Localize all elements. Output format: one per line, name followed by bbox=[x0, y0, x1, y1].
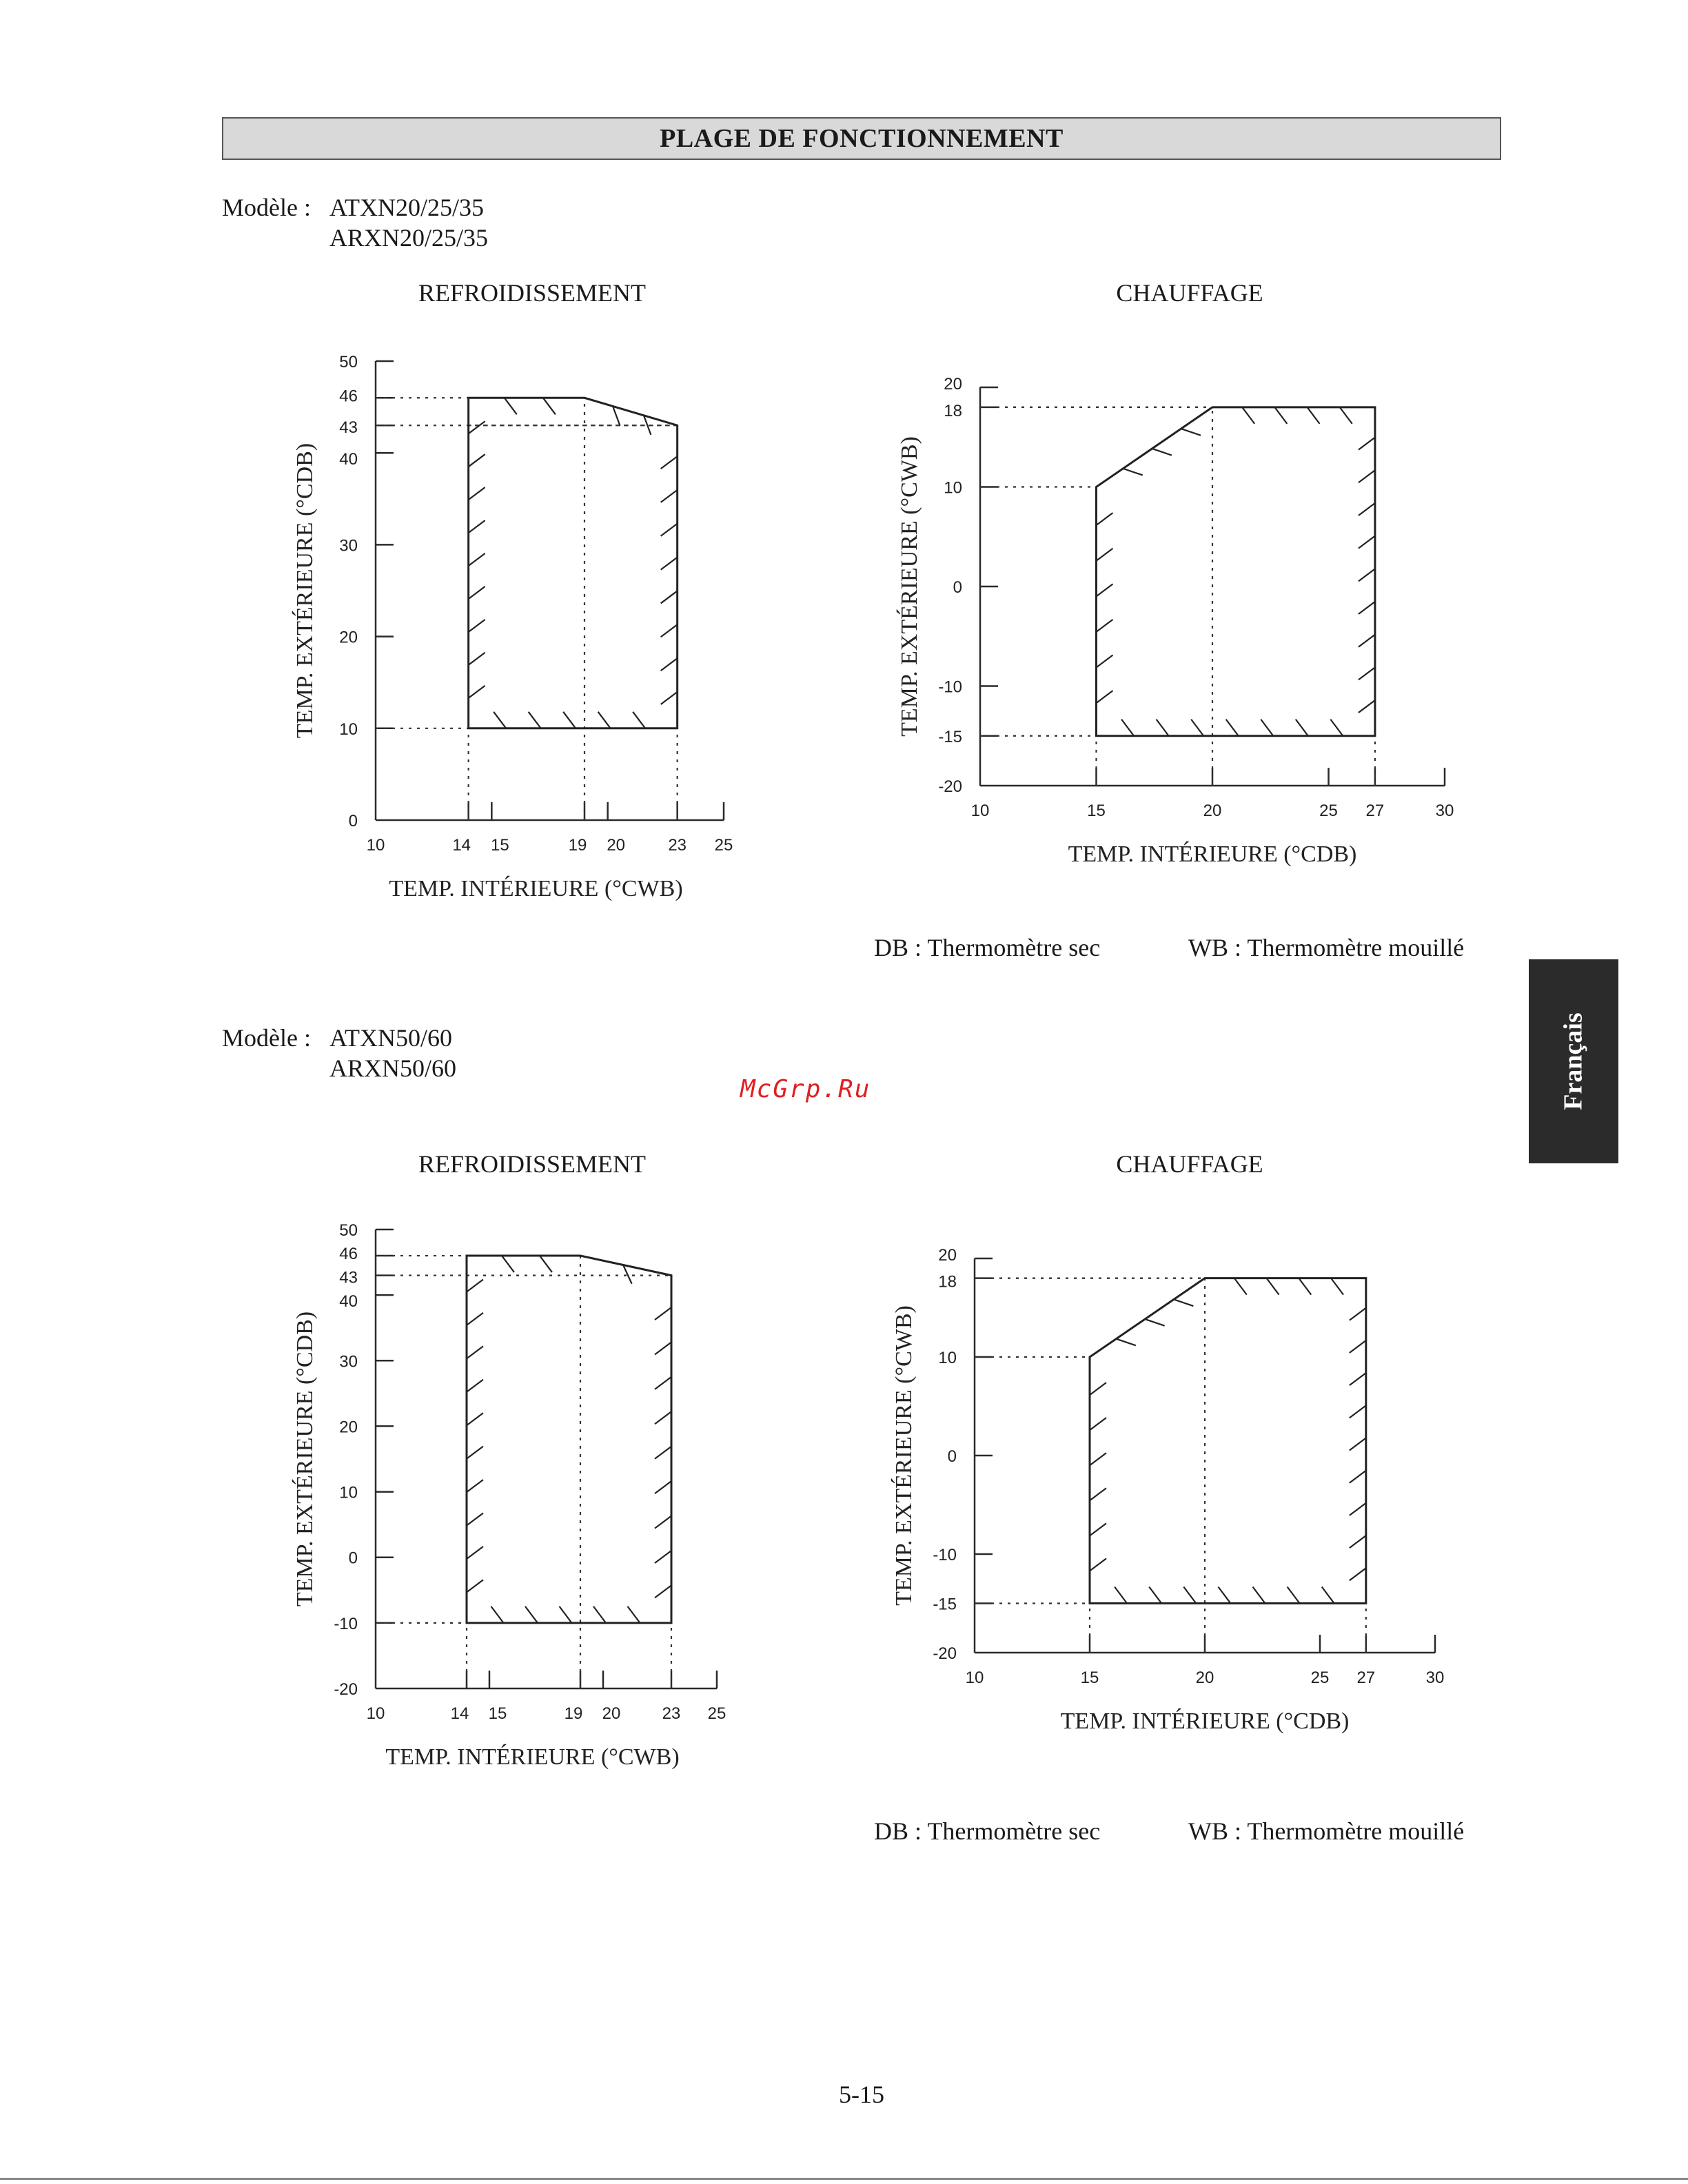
hatch-mark bbox=[1218, 1587, 1230, 1604]
hatch-mark bbox=[1090, 1418, 1106, 1430]
x-axis-title: TEMP. INTÉRIEURE (°CWB) bbox=[389, 876, 683, 901]
chart-title-heating-1: CHAUFFAGE bbox=[1116, 279, 1263, 307]
y-tick-label: -10 bbox=[933, 1546, 957, 1564]
y-tick-label: 43 bbox=[339, 418, 358, 438]
hatch-mark bbox=[1350, 1340, 1366, 1353]
y-tick-label: 10 bbox=[938, 1349, 957, 1367]
hatch-mark bbox=[1115, 1587, 1127, 1604]
y-tick-label: 10 bbox=[339, 1483, 358, 1502]
hatch-mark bbox=[1322, 1587, 1334, 1604]
chart-title-heating-2: CHAUFFAGE bbox=[1116, 1150, 1263, 1178]
y-tick-label: 20 bbox=[339, 1418, 358, 1437]
y-tick-label: -10 bbox=[334, 1614, 358, 1633]
hatch-mark bbox=[1234, 1278, 1247, 1295]
model-label: Modèle : bbox=[222, 1024, 311, 1052]
x-tick-label: 23 bbox=[668, 836, 687, 855]
x-tick-label: 19 bbox=[564, 1704, 583, 1723]
y-tick-label: 10 bbox=[944, 478, 962, 498]
x-tick-label: 15 bbox=[1080, 1668, 1099, 1687]
x-axis-title: TEMP. INTÉRIEURE (°CDB) bbox=[1060, 1708, 1350, 1734]
hatch-mark bbox=[1350, 1535, 1366, 1548]
x-tick-label: 10 bbox=[366, 1704, 385, 1723]
y-tick-label: 20 bbox=[944, 375, 962, 394]
hatch-mark bbox=[1267, 1278, 1279, 1295]
hatch-mark bbox=[1350, 1373, 1366, 1385]
hatch-mark bbox=[1149, 1587, 1161, 1604]
y-tick-label: -20 bbox=[938, 777, 962, 796]
y-axis-title: TEMP. EXTÉRIEURE (°CDB) bbox=[292, 1311, 318, 1607]
hatch-mark bbox=[1350, 1405, 1366, 1418]
x-tick-label: 20 bbox=[1195, 1668, 1214, 1687]
hatch-mark bbox=[1090, 1382, 1106, 1395]
hatch-mark bbox=[1090, 1523, 1106, 1535]
y-tick-label: 40 bbox=[339, 1292, 358, 1312]
y-tick-label: 46 bbox=[339, 387, 358, 406]
x-tick-label: 25 bbox=[1319, 802, 1338, 820]
hatch-mark bbox=[1145, 1319, 1164, 1326]
language-side-tab bbox=[1529, 959, 1618, 1163]
hatch-mark bbox=[1090, 1558, 1106, 1571]
x-tick-label: 20 bbox=[607, 836, 626, 855]
y-tick-label: 46 bbox=[339, 1245, 358, 1264]
model-outdoor: ARXN20/25/35 bbox=[329, 224, 489, 252]
x-tick-label: 14 bbox=[450, 1704, 469, 1723]
model-indoor: ATXN50/60 bbox=[329, 1024, 452, 1052]
y-tick-label: -15 bbox=[938, 727, 962, 746]
x-tick-label: 30 bbox=[1425, 1668, 1445, 1687]
x-tick-label: 23 bbox=[662, 1704, 681, 1723]
x-tick-label: 15 bbox=[490, 836, 509, 855]
y-tick-label: 0 bbox=[348, 812, 358, 830]
hatch-mark bbox=[1350, 1438, 1366, 1451]
y-tick-label: 20 bbox=[339, 628, 358, 647]
y-tick-label: 30 bbox=[339, 536, 358, 555]
hatch-mark bbox=[1183, 1587, 1196, 1604]
y-tick-label: 10 bbox=[339, 720, 358, 739]
x-tick-label: 27 bbox=[1356, 1668, 1376, 1687]
x-tick-label: 30 bbox=[1435, 802, 1454, 820]
hatch-mark bbox=[1350, 1503, 1366, 1515]
x-tick-label: 19 bbox=[568, 836, 587, 855]
hatch-mark bbox=[1350, 1568, 1366, 1580]
y-tick-label: 0 bbox=[947, 1447, 957, 1466]
x-tick-label: 20 bbox=[1203, 802, 1222, 820]
hatch-mark bbox=[1331, 1278, 1343, 1295]
x-tick-label: 25 bbox=[707, 1704, 726, 1723]
x-axis-title: TEMP. INTÉRIEURE (°CWB) bbox=[385, 1744, 680, 1770]
y-tick-label: -20 bbox=[933, 1644, 957, 1663]
watermark-text: McGrp.Ru bbox=[740, 1075, 871, 1103]
y-tick-label: -15 bbox=[933, 1595, 957, 1614]
hatch-mark bbox=[1350, 1308, 1366, 1320]
hatch-mark bbox=[1253, 1587, 1265, 1604]
y-axis-title: TEMP. EXTÉRIEURE (°CDB) bbox=[292, 442, 318, 739]
x-tick-label: 15 bbox=[488, 1704, 507, 1723]
legend-db-2: DB : Thermomètre sec bbox=[874, 1817, 1101, 1845]
legend-wb-1: WB : Thermomètre mouillé bbox=[1188, 934, 1465, 961]
y-tick-label: 18 bbox=[938, 1272, 957, 1292]
y-tick-label: 0 bbox=[953, 578, 962, 597]
section-title: PLAGE DE FONCTIONNEMENT bbox=[660, 124, 1064, 153]
y-tick-label: 18 bbox=[944, 401, 962, 420]
legend-wb-2: WB : Thermomètre mouillé bbox=[1188, 1817, 1465, 1845]
y-tick-label: 50 bbox=[339, 353, 358, 371]
hatch-mark bbox=[1174, 1299, 1193, 1306]
y-tick-label: 50 bbox=[339, 1221, 358, 1240]
x-tick-label: 10 bbox=[965, 1668, 984, 1687]
y-tick-label: 40 bbox=[339, 450, 358, 469]
bottom-rule bbox=[0, 2178, 1688, 2180]
hatch-mark bbox=[1299, 1278, 1311, 1295]
x-tick-label: 10 bbox=[366, 836, 385, 855]
x-tick-label: 25 bbox=[1310, 1668, 1330, 1687]
y-axis-title: TEMP. EXTÉRIEURE (°CWB) bbox=[891, 1305, 917, 1606]
y-axis-title: TEMP. EXTÉRIEURE (°CWB) bbox=[897, 436, 922, 737]
hatch-mark bbox=[1350, 1471, 1366, 1483]
hatch-mark bbox=[1288, 1587, 1300, 1604]
chart-title-cooling-2: REFROIDISSEMENT bbox=[418, 1150, 647, 1178]
hatch-mark bbox=[1090, 1488, 1106, 1500]
x-tick-label: 27 bbox=[1365, 802, 1385, 820]
y-tick-label: -10 bbox=[938, 677, 962, 697]
x-tick-label: 25 bbox=[714, 836, 733, 855]
y-tick-label: 0 bbox=[348, 1549, 358, 1568]
y-tick-label: 20 bbox=[938, 1246, 957, 1265]
hatch-mark bbox=[1090, 1453, 1106, 1465]
page-number: 5-15 bbox=[839, 2081, 884, 2108]
hatch-mark bbox=[1116, 1339, 1135, 1346]
x-tick-label: 10 bbox=[970, 802, 990, 820]
y-tick-label: -20 bbox=[334, 1680, 358, 1699]
model-outdoor: ARXN50/60 bbox=[329, 1054, 457, 1082]
y-tick-label: 43 bbox=[339, 1268, 358, 1287]
chart-title-cooling-1: REFROIDISSEMENT bbox=[418, 279, 647, 307]
side-tab-label: Français bbox=[1559, 1012, 1588, 1110]
x-axis-title: TEMP. INTÉRIEURE (°CDB) bbox=[1068, 841, 1357, 867]
model-indoor: ATXN20/25/35 bbox=[329, 194, 484, 221]
legend-db-1: DB : Thermomètre sec bbox=[874, 934, 1101, 961]
x-tick-label: 14 bbox=[452, 836, 471, 855]
y-tick-label: 30 bbox=[339, 1352, 358, 1371]
x-tick-label: 15 bbox=[1087, 802, 1106, 820]
operating-range-boundary bbox=[1090, 1278, 1366, 1604]
x-tick-label: 20 bbox=[602, 1704, 621, 1723]
model-label: Modèle : bbox=[222, 194, 311, 221]
